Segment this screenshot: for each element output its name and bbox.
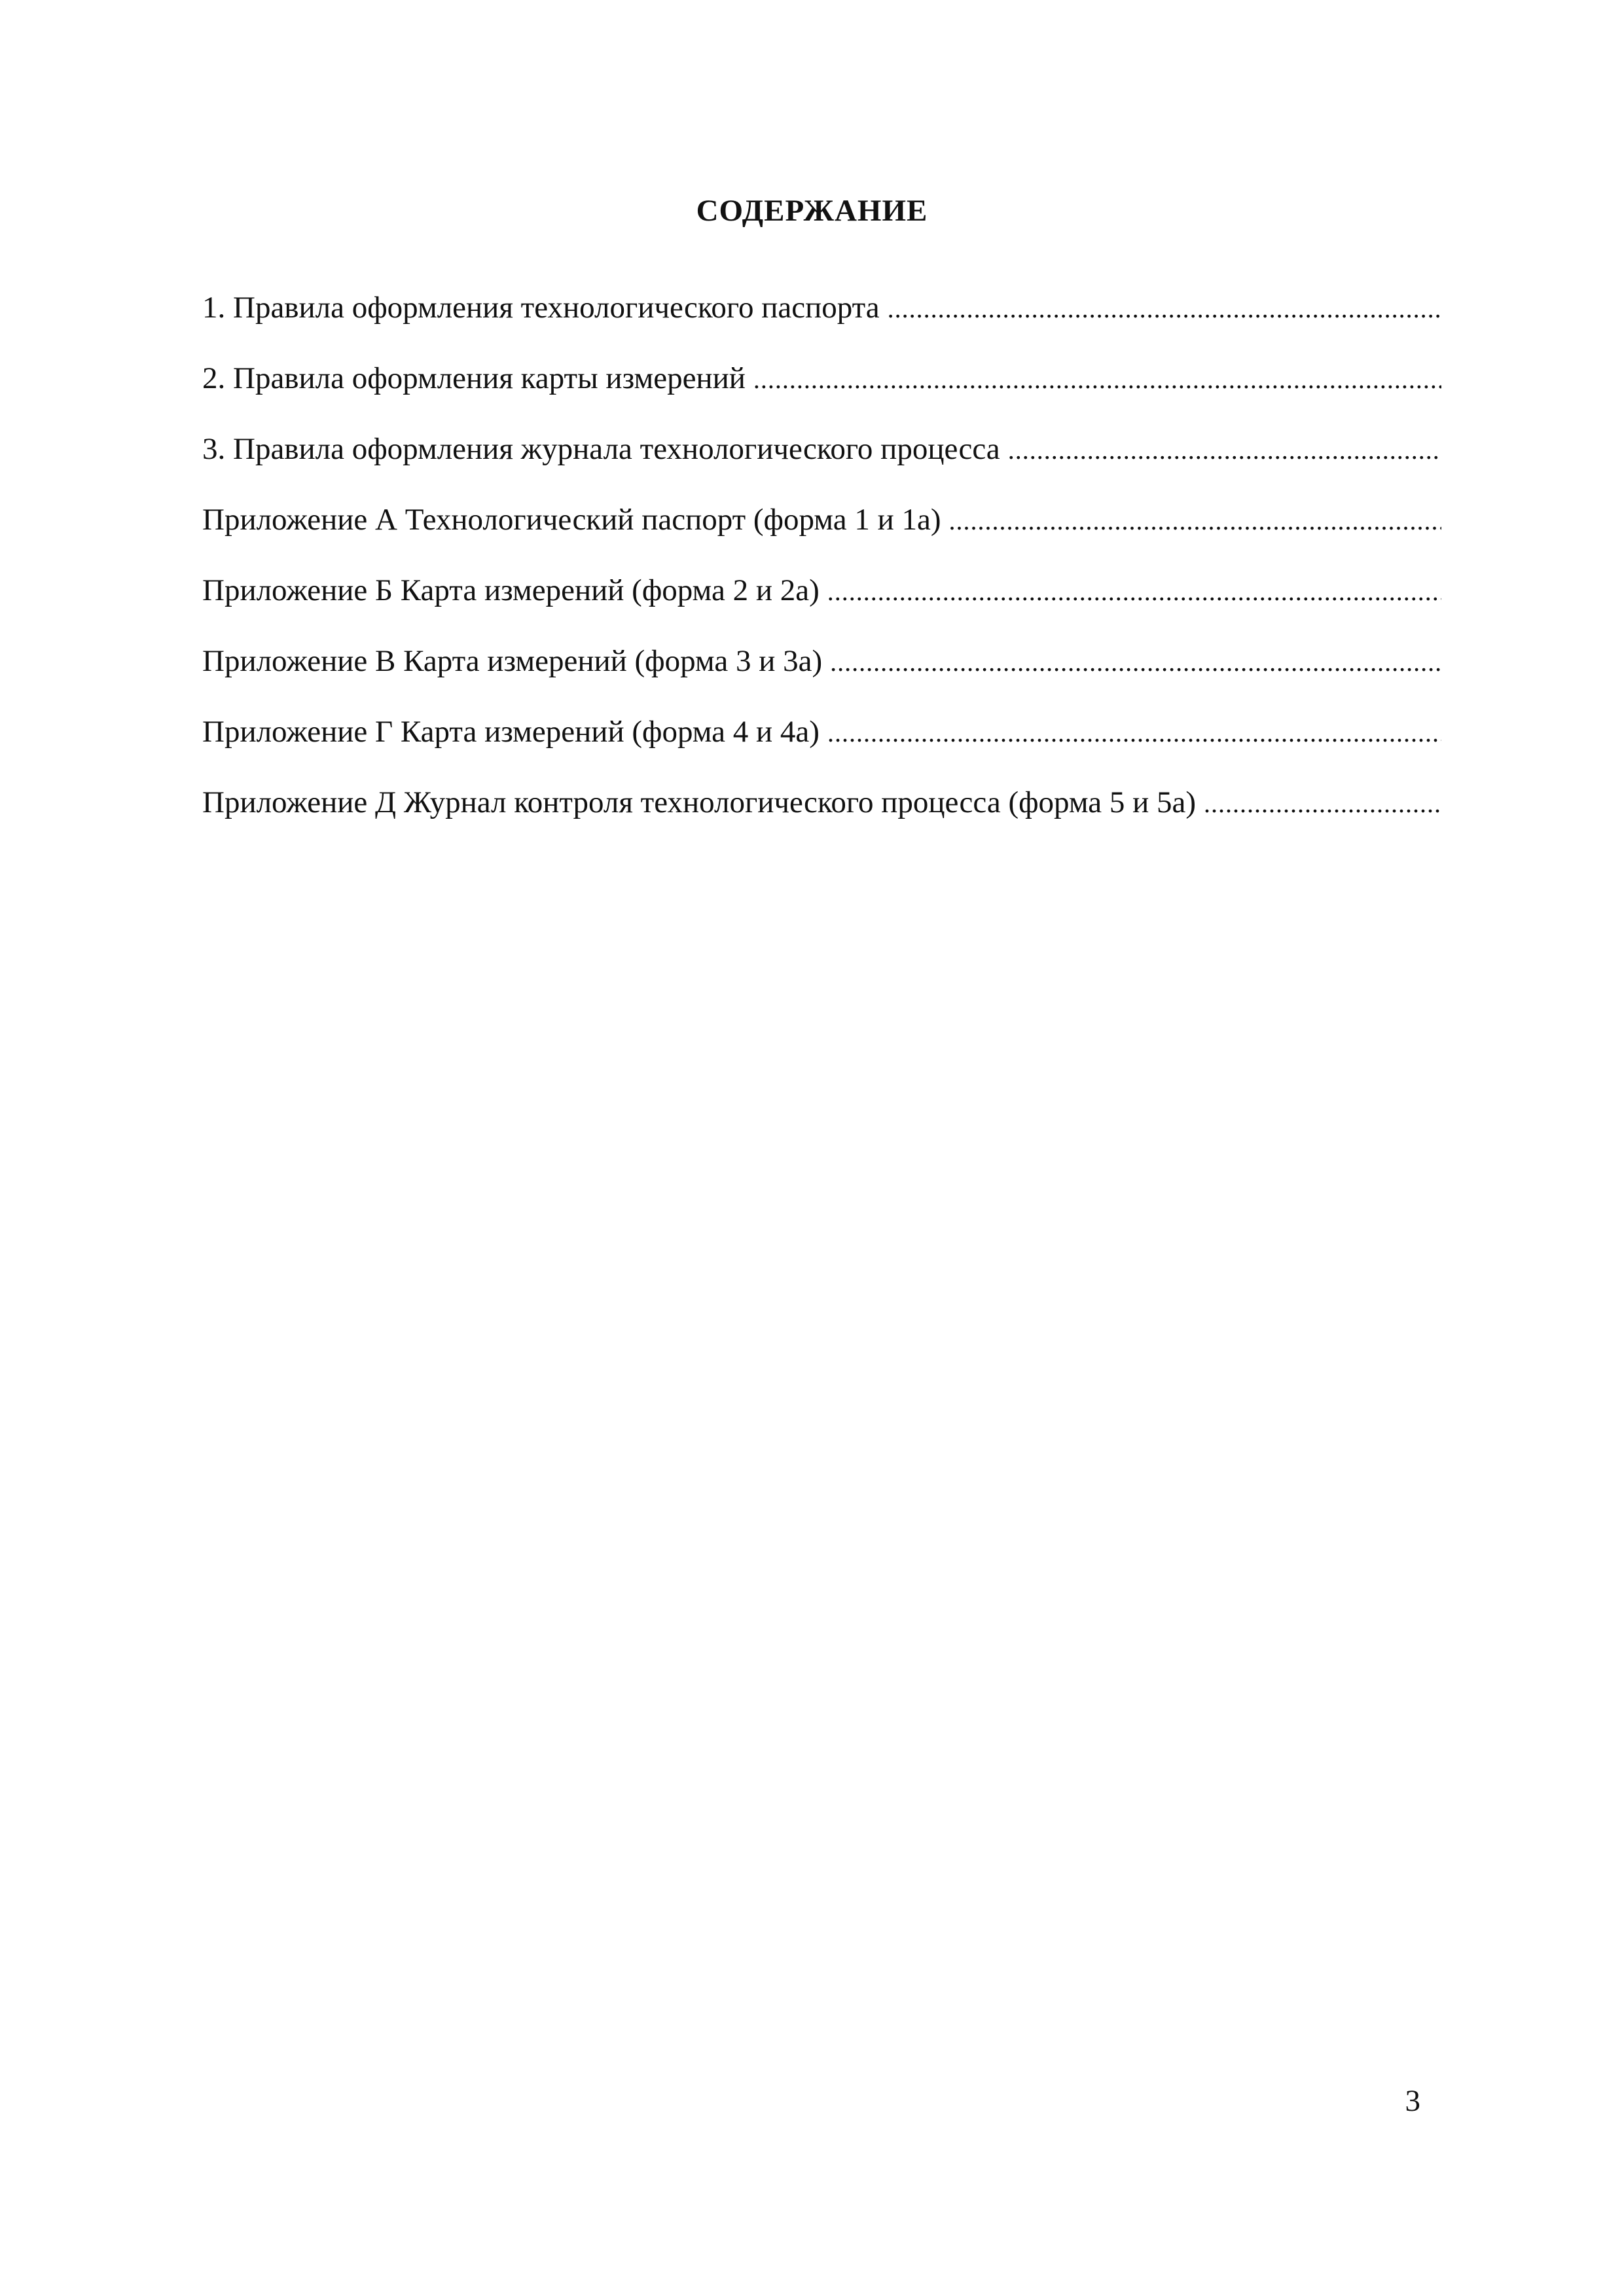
- dot-leader: [827, 713, 1441, 753]
- toc-entry-label: Приложение В Карта измерений (форма 3 и 3а): [202, 644, 823, 678]
- dot-leader: [1008, 431, 1441, 470]
- toc-entry-label: Приложение Б Карта измерений (форма 2 и 2а): [202, 573, 820, 607]
- toc-entry-label: Приложение А Технологический паспорт (форма 1 и 1а): [202, 503, 941, 537]
- toc-entry[interactable]: [202, 571, 1441, 641]
- toc-entry[interactable]: [202, 712, 1441, 783]
- toc-entry[interactable]: [202, 500, 1441, 571]
- dot-leader: [888, 289, 1441, 329]
- page-number: 3: [1405, 2084, 1420, 2118]
- dot-leader: [1204, 784, 1441, 823]
- toc-entry[interactable]: [202, 288, 1441, 359]
- toc-entry-label: Приложение Г Карта измерений (форма 4 и 4а): [202, 715, 820, 749]
- toc-entry-label: 3. Правила оформления журнала технологического процесса: [202, 432, 1000, 466]
- toc-entry-label: 2. Правила оформления карты измерений: [202, 361, 746, 395]
- page-title: СОДЕРЖАНИЕ: [696, 194, 928, 228]
- dot-leader: [827, 572, 1441, 611]
- toc-entry[interactable]: [202, 429, 1441, 500]
- table-of-contents: [202, 288, 1441, 853]
- dot-leader: [948, 501, 1441, 541]
- toc-entry[interactable]: [202, 641, 1441, 712]
- toc-entry-label: 1. Правила оформления технологического паспорта: [202, 291, 880, 325]
- dot-leader: [753, 360, 1441, 399]
- toc-entry[interactable]: [202, 359, 1441, 429]
- dot-leader: [830, 643, 1441, 682]
- toc-entry-label: Приложение Д Журнал контроля технологического процесса (форма 5 и 5а): [202, 785, 1197, 819]
- toc-entry[interactable]: [202, 783, 1441, 853]
